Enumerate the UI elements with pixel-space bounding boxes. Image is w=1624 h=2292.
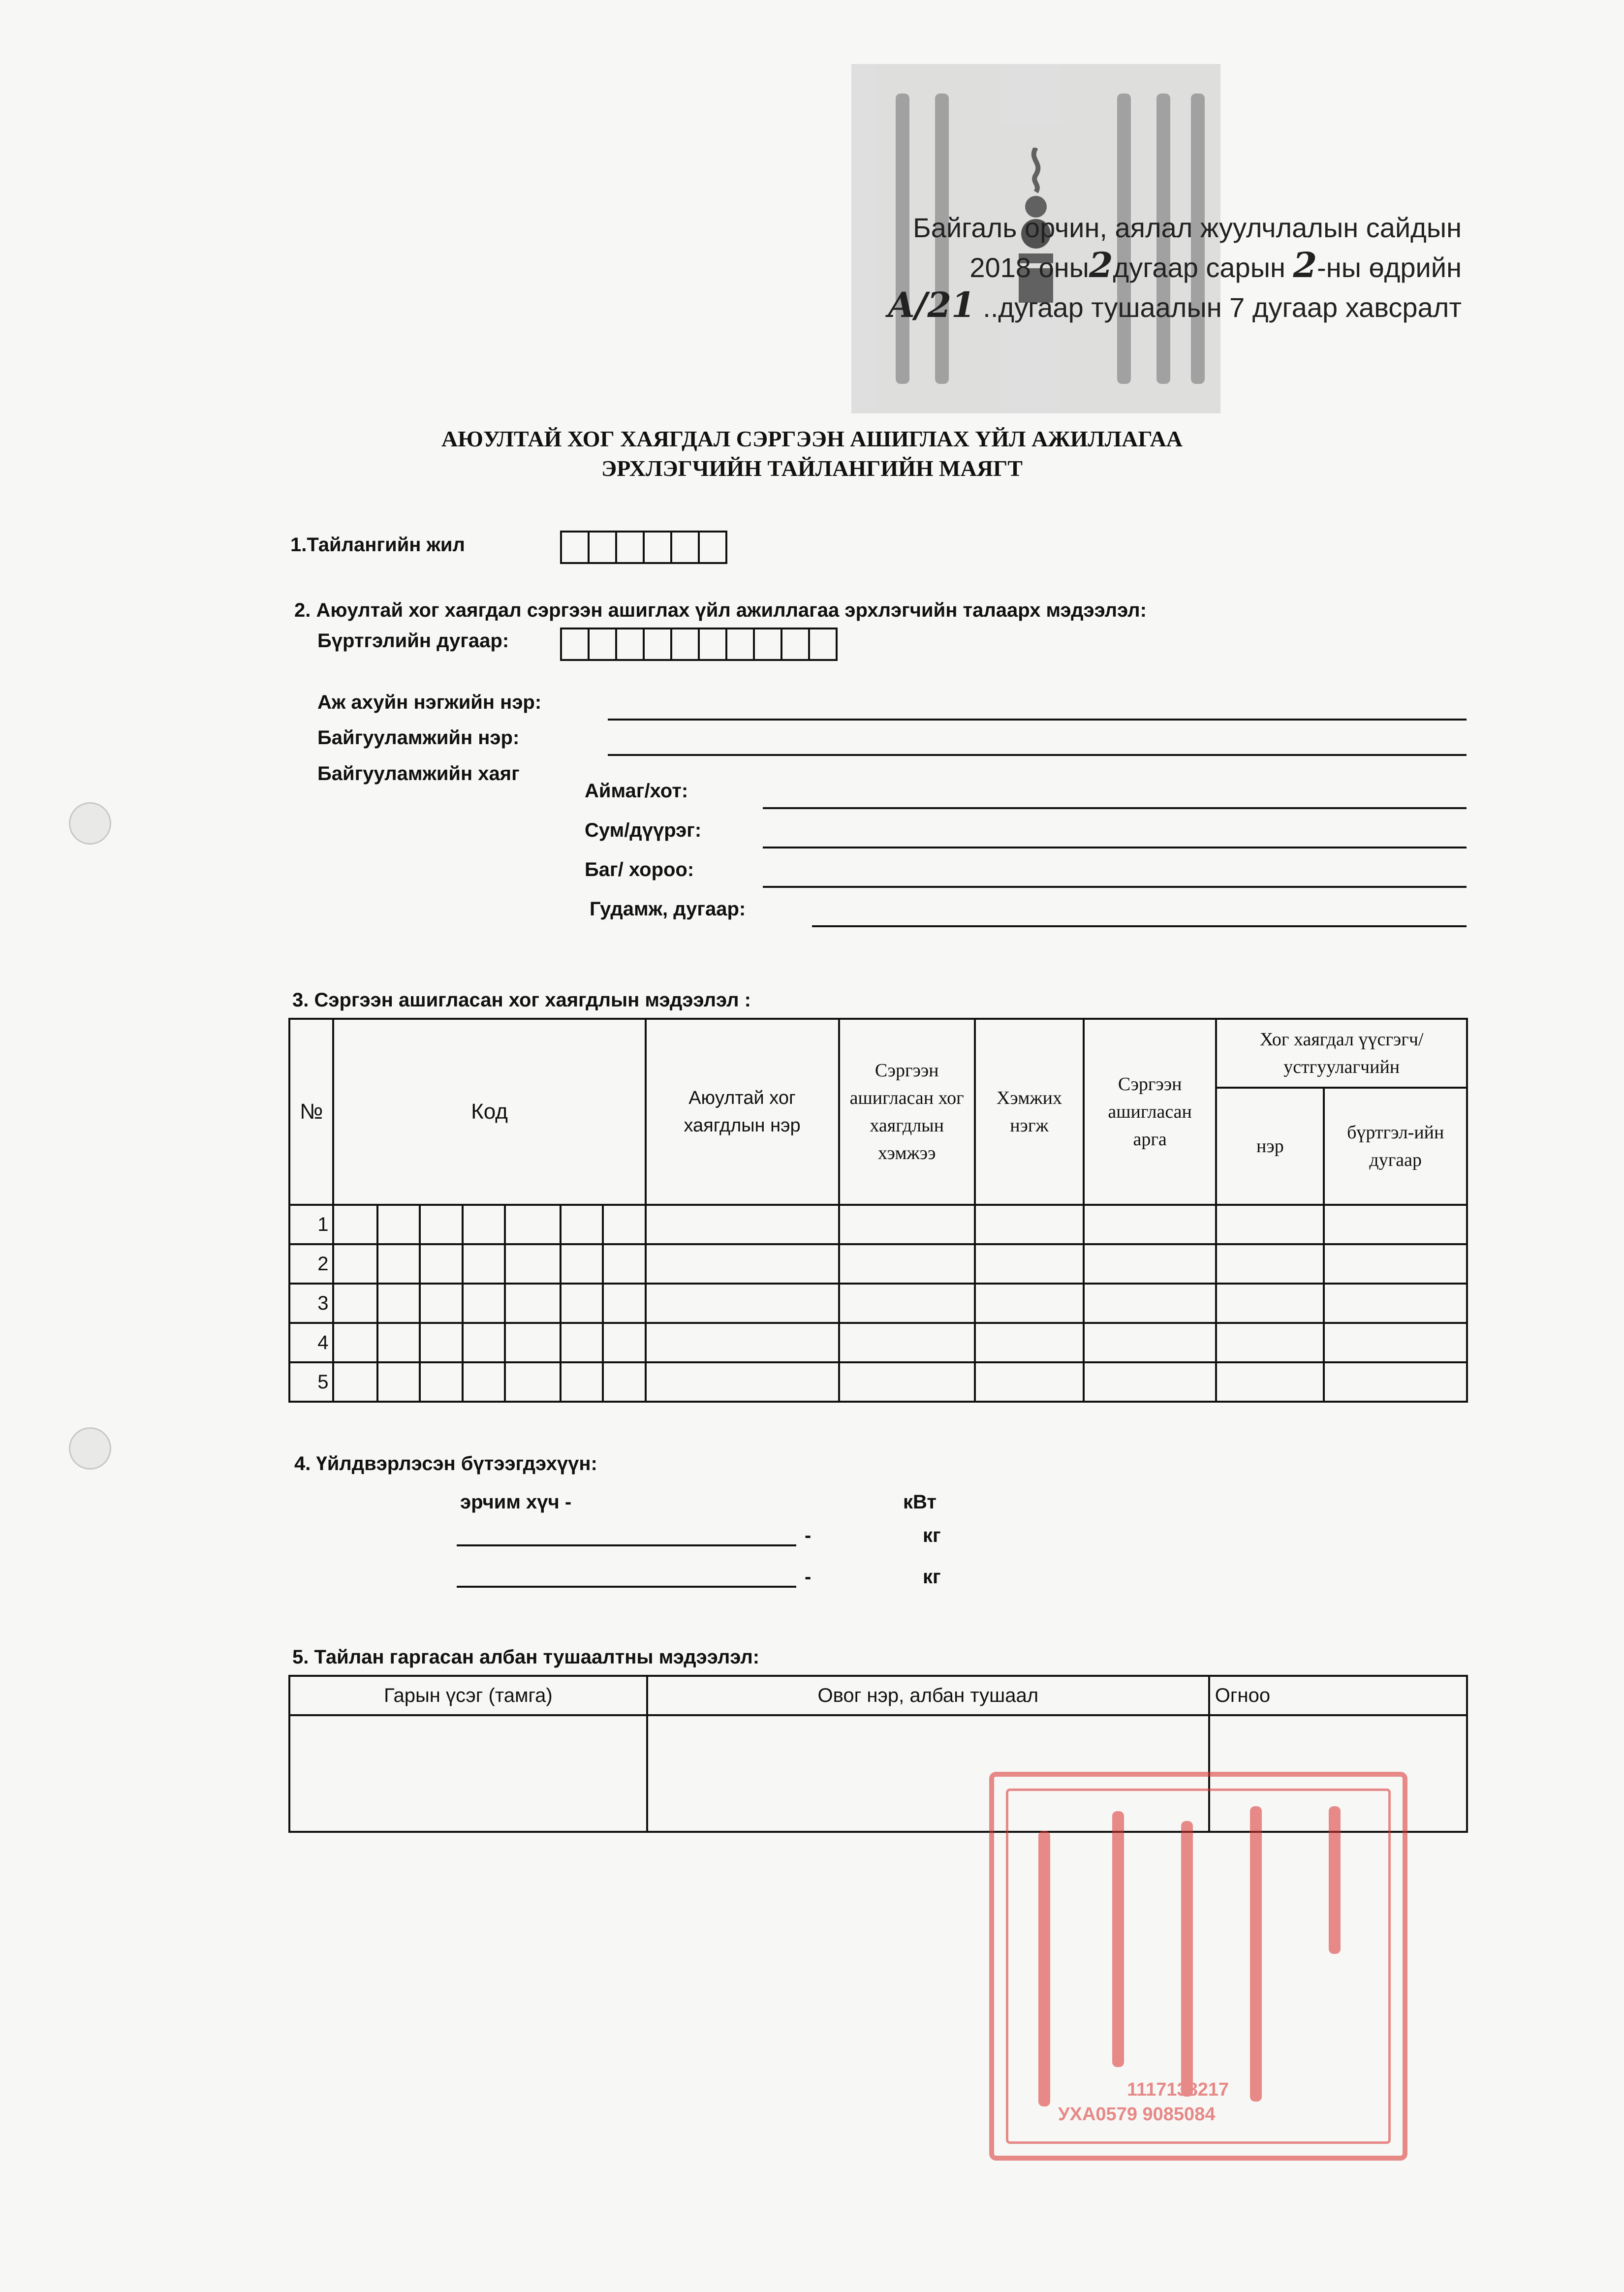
code-digit-cell[interactable]	[377, 1244, 420, 1284]
data-cell[interactable]	[646, 1323, 839, 1362]
stamp-code-1: 1117138217	[1127, 2079, 1229, 2100]
code-digit-cell[interactable]	[333, 1323, 377, 1362]
data-cell[interactable]	[1084, 1205, 1216, 1244]
signature-cell[interactable]	[289, 1715, 647, 1832]
code-digit-cell[interactable]	[561, 1323, 603, 1362]
code-digit-cell[interactable]	[463, 1205, 505, 1244]
code-digit-cell[interactable]	[420, 1323, 462, 1362]
row-number: 4	[289, 1323, 333, 1362]
data-cell[interactable]	[1216, 1205, 1324, 1244]
recovered-waste-table	[288, 1018, 1468, 1403]
data-cell[interactable]	[975, 1323, 1084, 1362]
data-cell[interactable]	[1216, 1323, 1324, 1362]
code-digit-cell[interactable]	[505, 1205, 561, 1244]
data-cell[interactable]	[839, 1323, 975, 1362]
code-digit-cell[interactable]	[603, 1284, 645, 1323]
data-cell[interactable]	[839, 1205, 975, 1244]
col-number-header: №	[289, 1019, 333, 1205]
code-digit-cell[interactable]	[377, 1205, 420, 1244]
data-cell[interactable]	[1084, 1284, 1216, 1323]
code-digit-cell[interactable]	[561, 1362, 603, 1402]
table-row	[289, 1205, 1467, 1244]
entity-name-field[interactable]	[608, 719, 1467, 721]
registration-label: Бүртгэлийн дугаар:	[317, 630, 509, 652]
data-cell[interactable]	[1324, 1244, 1467, 1284]
street-field[interactable]	[812, 925, 1467, 927]
col-method-header: Сэргээн ашигласан арга	[1084, 1019, 1216, 1205]
report-year-label: 1.Тайлангийн жил	[290, 534, 465, 556]
product-2-unit: кг	[923, 1566, 941, 1588]
bag-field[interactable]	[763, 886, 1467, 888]
facility-name-label: Байгууламжийн нэр:	[317, 727, 520, 749]
energy-label: эрчим хүч -	[460, 1491, 572, 1513]
data-cell[interactable]	[1324, 1323, 1467, 1362]
code-digit-cell[interactable]	[463, 1362, 505, 1402]
row-number: 5	[289, 1362, 333, 1402]
data-cell[interactable]	[1216, 1284, 1324, 1323]
code-digit-cell[interactable]	[603, 1205, 645, 1244]
table-row	[289, 1323, 1467, 1362]
code-digit-cell[interactable]	[333, 1362, 377, 1402]
code-digit-cell[interactable]	[505, 1323, 561, 1362]
entity-name-label: Аж ахуйн нэгжийн нэр:	[317, 691, 542, 713]
company-seal-stamp	[989, 1772, 1407, 2161]
section-3-heading: 3. Сэргээн ашигласан хог хаягдлын мэдээлэл :	[292, 989, 751, 1011]
data-cell[interactable]	[975, 1205, 1084, 1244]
col-generator-reg-header: бүртгэл-ийн дугаар	[1324, 1088, 1467, 1205]
col-amount-header: Сэргээн ашигласан хог хаягдлын хэмжээ	[839, 1019, 975, 1205]
code-digit-cell[interactable]	[420, 1205, 462, 1244]
row-number: 1	[289, 1205, 333, 1244]
code-digit-cell[interactable]	[377, 1284, 420, 1323]
code-digit-cell[interactable]	[561, 1284, 603, 1323]
code-digit-cell[interactable]	[420, 1244, 462, 1284]
table-row	[289, 1362, 1467, 1402]
product-1-field[interactable]	[457, 1544, 796, 1546]
data-cell[interactable]	[1084, 1244, 1216, 1284]
facility-address-label: Байгууламжийн хаяг	[317, 763, 520, 785]
data-cell[interactable]	[646, 1244, 839, 1284]
stamp-code-2: УХА0579 9085084	[1058, 2104, 1216, 2125]
sum-label: Сум/дүүрэг:	[585, 819, 702, 841]
data-cell[interactable]	[975, 1284, 1084, 1323]
data-cell[interactable]	[646, 1362, 839, 1402]
product-2-field[interactable]	[457, 1586, 796, 1588]
data-cell[interactable]	[975, 1362, 1084, 1402]
code-digit-cell[interactable]	[561, 1205, 603, 1244]
handwritten-month: 2	[1089, 245, 1113, 285]
product-1-dash: -	[805, 1525, 812, 1546]
col-generator-header: Хог хаягдал үүсгэгч/ устгуулагчийн	[1216, 1019, 1467, 1088]
code-digit-cell[interactable]	[603, 1244, 645, 1284]
handwritten-order-number: A/21	[888, 284, 975, 325]
title-line-1: АЮУЛТАЙ ХОГ ХАЯГДАЛ СЭРГЭЭН АШИГЛАХ ҮЙЛ АЖИЛЛАГАА	[441, 426, 1183, 451]
col-official-name-header: Овог нэр, албан тушаал	[647, 1676, 1209, 1715]
code-digit-cell[interactable]	[377, 1323, 420, 1362]
punch-hole-top	[69, 802, 111, 845]
data-cell[interactable]	[1216, 1244, 1324, 1284]
energy-unit: кВт	[903, 1491, 937, 1513]
code-digit-cell[interactable]	[603, 1323, 645, 1362]
report-year-boxes[interactable]	[562, 531, 727, 564]
code-digit-cell[interactable]	[420, 1362, 462, 1402]
col-date-header: Огноо	[1209, 1676, 1467, 1715]
data-cell[interactable]	[646, 1205, 839, 1244]
sum-field[interactable]	[763, 847, 1467, 848]
table-row	[289, 1284, 1467, 1323]
aimag-field[interactable]	[763, 807, 1467, 809]
code-digit-cell[interactable]	[463, 1323, 505, 1362]
appendix-reference	[888, 209, 1462, 326]
section-4-heading: 4. Үйлдвэрлэсэн бүтээгдэхүүн:	[294, 1453, 597, 1475]
data-cell[interactable]	[1324, 1284, 1467, 1323]
data-cell[interactable]	[839, 1362, 975, 1402]
code-digit-cell[interactable]	[333, 1205, 377, 1244]
code-digit-cell[interactable]	[505, 1244, 561, 1284]
facility-name-field[interactable]	[608, 754, 1467, 756]
product-1-unit: кг	[923, 1525, 941, 1546]
bag-label: Баг/ хороо:	[585, 859, 694, 880]
col-generator-name-header: нэр	[1216, 1088, 1324, 1205]
table-row	[289, 1244, 1467, 1284]
aimag-label: Аймаг/хот:	[585, 780, 688, 802]
page-title	[0, 424, 1624, 483]
code-digit-cell[interactable]	[333, 1244, 377, 1284]
code-digit-cell[interactable]	[505, 1284, 561, 1323]
section-2-heading: 2. Аюултай хог хаягдал сэргээн ашиглах үйл ажиллагаа эрхлэгчийн талаарх мэдээлэл:	[294, 599, 1147, 621]
code-digit-cell[interactable]	[420, 1284, 462, 1323]
data-cell[interactable]	[1084, 1362, 1216, 1402]
col-code-header: Код	[333, 1019, 645, 1205]
data-cell[interactable]	[1324, 1362, 1467, 1402]
section-5-heading: 5. Тайлан гаргасан албан тушаалтны мэдээлэл:	[292, 1646, 760, 1668]
col-waste-name-header: Аюултай хог хаягдлын нэр	[646, 1019, 839, 1205]
product-2-dash: -	[805, 1566, 812, 1588]
appendix-line-3: A/21 ..дугаар тушаалын 7 дугаар хавсралт	[888, 284, 1462, 325]
appendix-line-2: 2018 оны2дугаар сарын 2-ны өдрийн	[969, 245, 1462, 285]
data-cell[interactable]	[1216, 1362, 1324, 1402]
appendix-line-1: Байгаль орчин, аялал жуулчлалын сайдын	[913, 212, 1462, 243]
street-label: Гудамж, дугаар:	[590, 898, 746, 920]
data-cell[interactable]	[839, 1284, 975, 1323]
code-digit-cell[interactable]	[333, 1284, 377, 1323]
data-cell[interactable]	[839, 1244, 975, 1284]
handwritten-day: 2	[1293, 245, 1317, 285]
row-number: 3	[289, 1284, 333, 1323]
code-digit-cell[interactable]	[603, 1362, 645, 1402]
row-number: 2	[289, 1244, 333, 1284]
title-line-2: ЭРХЛЭГЧИЙН ТАЙЛАНГИЙН МАЯГТ	[601, 456, 1023, 481]
code-digit-cell[interactable]	[561, 1244, 603, 1284]
col-unit-header: Хэмжих нэгж	[975, 1019, 1084, 1205]
punch-hole-bottom	[69, 1427, 111, 1470]
registration-boxes[interactable]	[562, 628, 838, 661]
code-digit-cell[interactable]	[463, 1244, 505, 1284]
col-signature-header: Гарын үсэг (тамга)	[289, 1676, 647, 1715]
data-cell[interactable]	[1324, 1205, 1467, 1244]
code-digit-cell[interactable]	[463, 1284, 505, 1323]
data-cell[interactable]	[1084, 1323, 1216, 1362]
data-cell[interactable]	[646, 1284, 839, 1323]
code-digit-cell[interactable]	[377, 1362, 420, 1402]
data-cell[interactable]	[975, 1244, 1084, 1284]
code-digit-cell[interactable]	[505, 1362, 561, 1402]
